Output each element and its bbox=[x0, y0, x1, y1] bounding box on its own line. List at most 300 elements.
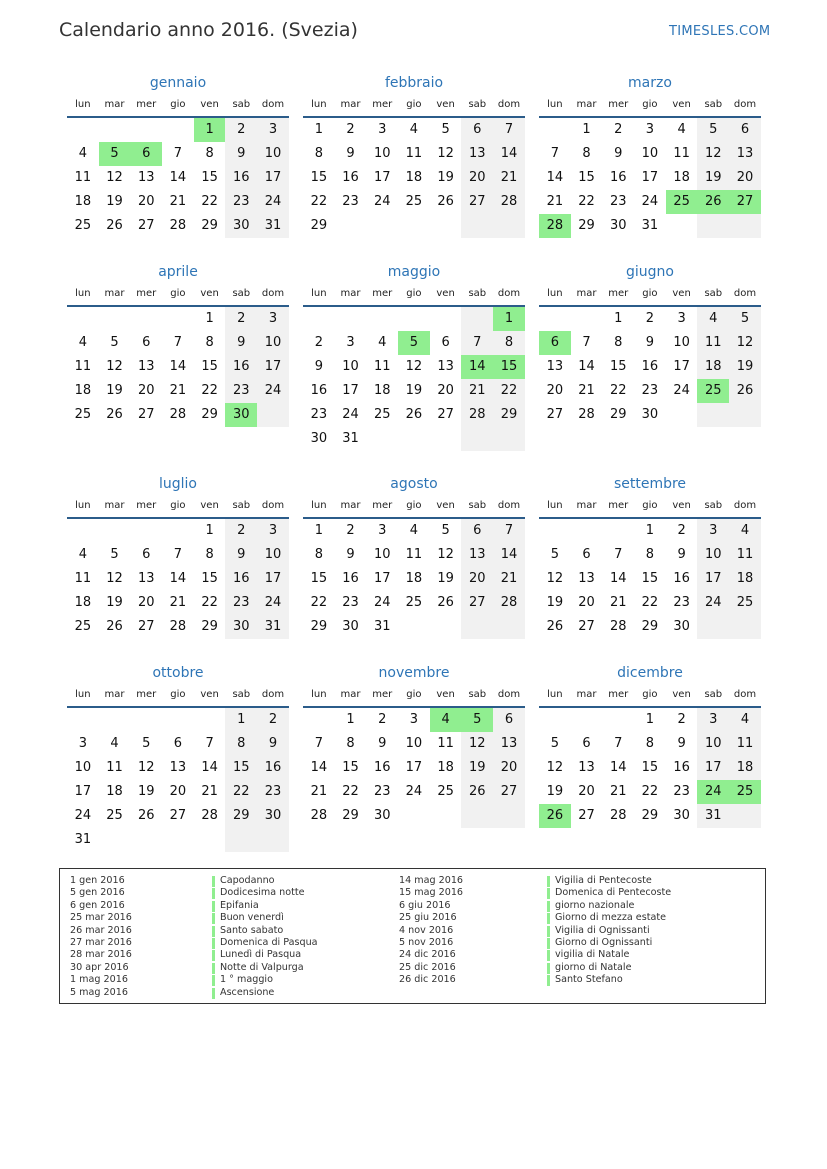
day-cell: 7 bbox=[550, 146, 559, 161]
day-cell: 30 bbox=[641, 407, 659, 422]
day-cell: 7 bbox=[582, 335, 591, 350]
day-cell: 8 bbox=[314, 146, 323, 161]
legend-date: 27 mar 2016 bbox=[70, 936, 132, 948]
day-cell: 12 bbox=[437, 547, 454, 562]
legend-entry bbox=[212, 949, 318, 961]
day-cell: 24 bbox=[405, 784, 423, 799]
day-cell: 17 bbox=[697, 756, 729, 780]
day-cell: 6 bbox=[173, 736, 183, 751]
day-grid bbox=[67, 519, 289, 639]
day-cell: 27 bbox=[137, 218, 155, 233]
weekday-header bbox=[303, 499, 525, 519]
day-grid bbox=[303, 708, 525, 828]
day-cell: 24 bbox=[373, 194, 391, 209]
day-cell: 8 bbox=[225, 732, 257, 756]
day-cell: 5 bbox=[441, 523, 450, 538]
day-cell: 7 bbox=[614, 736, 623, 751]
day-cell: 10 bbox=[257, 142, 289, 166]
weekday-label: mer bbox=[136, 689, 157, 700]
legend-entry bbox=[212, 974, 318, 986]
holiday-color-marker bbox=[212, 963, 215, 974]
day-cell: 31 bbox=[641, 218, 659, 233]
holiday-color-marker bbox=[212, 938, 215, 949]
weekday-label: dom bbox=[261, 99, 285, 110]
day-cell: 19 bbox=[437, 170, 454, 185]
day-cell: 14 bbox=[493, 142, 525, 166]
day-cell: 15 bbox=[225, 756, 257, 780]
weekday-label: gio bbox=[406, 288, 422, 299]
day-cell: 2 bbox=[346, 122, 355, 137]
day-cell: 2 bbox=[225, 307, 257, 331]
weekday-label: ven bbox=[200, 288, 219, 299]
day-cell: 9 bbox=[225, 142, 257, 166]
day-cell: 16 bbox=[225, 355, 257, 379]
weekday-label: mer bbox=[608, 689, 629, 700]
weekday-header bbox=[539, 287, 761, 307]
day-cell: 15 bbox=[201, 359, 218, 374]
day-cell: 27 bbox=[137, 619, 155, 634]
empty-cell bbox=[366, 427, 398, 451]
weekday-label: lun bbox=[547, 99, 563, 110]
weekday-header bbox=[67, 688, 289, 708]
weekday-label: mer bbox=[372, 689, 393, 700]
day-cell: 15 bbox=[342, 760, 359, 775]
empty-cell bbox=[398, 214, 430, 238]
month-gennaio bbox=[67, 73, 289, 238]
day-cell: 19 bbox=[106, 595, 123, 610]
empty-cell bbox=[335, 307, 367, 331]
day-cell: 14 bbox=[310, 760, 328, 775]
weekday-label: gio bbox=[170, 288, 186, 299]
day-cell: 10 bbox=[373, 146, 391, 161]
day-cell: 23 bbox=[641, 383, 659, 398]
day-cell: 13 bbox=[137, 571, 155, 586]
legend-entry bbox=[212, 900, 318, 912]
day-cell: 21 bbox=[609, 595, 627, 610]
day-cell: 6 bbox=[461, 519, 493, 543]
empty-cell bbox=[99, 118, 131, 142]
day-cell: 19 bbox=[546, 595, 564, 610]
day-cell: 19 bbox=[437, 571, 454, 586]
day-cell: 3 bbox=[378, 122, 387, 137]
holiday-color-marker bbox=[212, 950, 215, 961]
month-settembre bbox=[539, 474, 761, 639]
empty-cell bbox=[130, 118, 162, 142]
day-cell: 1 bbox=[645, 712, 655, 727]
empty-cell bbox=[303, 307, 335, 331]
day-cell: 22 bbox=[578, 194, 595, 209]
day-cell: 29 bbox=[201, 218, 218, 233]
day-cell: 31 bbox=[257, 615, 289, 639]
weekday-label: mar bbox=[576, 99, 597, 110]
day-cell: 22 bbox=[201, 383, 218, 398]
day-cell: 7 bbox=[173, 547, 183, 562]
day-cell: 31 bbox=[697, 804, 729, 828]
empty-cell bbox=[398, 615, 430, 639]
day-cell: 12 bbox=[106, 571, 123, 586]
day-cell: 19 bbox=[729, 355, 761, 379]
day-cell: 4 bbox=[697, 307, 729, 331]
day-cell: 16 bbox=[342, 571, 359, 586]
day-cell: 11 bbox=[729, 543, 761, 567]
weekday-label: mar bbox=[576, 689, 597, 700]
day-grid bbox=[539, 519, 761, 639]
day-cell: 23 bbox=[609, 194, 627, 209]
weekday-label: sab bbox=[468, 689, 487, 700]
day-cell: 4 bbox=[78, 146, 87, 161]
day-cell: 12 bbox=[546, 571, 564, 586]
weekday-label: mer bbox=[608, 500, 629, 511]
month-febbraio bbox=[303, 73, 525, 238]
day-cell: 29 bbox=[310, 619, 328, 634]
day-cell: 17 bbox=[74, 784, 92, 799]
day-cell: 17 bbox=[405, 760, 423, 775]
day-cell: 10 bbox=[74, 760, 92, 775]
weekday-label: sab bbox=[704, 500, 723, 511]
day-cell: 1 bbox=[314, 523, 323, 538]
holiday-day: 4 bbox=[430, 708, 462, 732]
holiday-color-marker bbox=[212, 926, 215, 937]
day-cell: 27 bbox=[578, 619, 595, 634]
day-cell: 9 bbox=[614, 146, 623, 161]
legend-entry bbox=[547, 962, 671, 974]
legend-entry bbox=[547, 949, 671, 961]
weekday-label: gio bbox=[170, 99, 186, 110]
day-cell: 7 bbox=[205, 736, 214, 751]
empty-cell bbox=[461, 615, 493, 639]
weekday-label: dom bbox=[497, 689, 521, 700]
day-cell: 26 bbox=[137, 808, 155, 823]
day-cell: 19 bbox=[106, 383, 123, 398]
day-cell: 19 bbox=[697, 166, 729, 190]
month-title: maggio bbox=[387, 264, 441, 280]
day-cell: 7 bbox=[493, 519, 525, 543]
day-cell: 28 bbox=[310, 808, 328, 823]
weekday-label: mar bbox=[576, 500, 597, 511]
day-grid bbox=[539, 708, 761, 828]
holiday-color-marker bbox=[547, 876, 550, 887]
holiday-day: 5 bbox=[99, 142, 131, 166]
day-cell: 13 bbox=[546, 359, 564, 374]
day-cell: 10 bbox=[673, 335, 690, 350]
day-cell: 9 bbox=[346, 547, 355, 562]
day-cell: 14 bbox=[201, 760, 218, 775]
day-cell: 4 bbox=[78, 547, 87, 562]
legend-entry bbox=[212, 912, 318, 924]
empty-cell bbox=[539, 708, 571, 732]
weekday-label: mer bbox=[608, 99, 629, 110]
legend-entry bbox=[212, 925, 318, 937]
day-cell: 22 bbox=[493, 379, 525, 403]
legend-holiday-name: Capodanno bbox=[220, 875, 275, 886]
day-cell: 21 bbox=[201, 784, 218, 799]
day-cell: 20 bbox=[461, 166, 493, 190]
weekday-label: ven bbox=[200, 500, 219, 511]
holiday-day: 5 bbox=[398, 331, 430, 355]
day-cell: 28 bbox=[169, 407, 187, 422]
month-maggio bbox=[303, 262, 525, 451]
month-title: novembre bbox=[378, 665, 450, 681]
day-grid bbox=[67, 708, 289, 852]
empty-cell bbox=[571, 307, 603, 331]
weekday-label: ven bbox=[436, 288, 455, 299]
day-cell: 1 bbox=[314, 122, 323, 137]
day-cell: 2 bbox=[346, 523, 355, 538]
day-cell: 21 bbox=[493, 166, 525, 190]
day-cell: 6 bbox=[142, 547, 151, 562]
legend-date: 26 mar 2016 bbox=[70, 924, 132, 936]
day-cell: 23 bbox=[257, 780, 289, 804]
day-cell: 5 bbox=[110, 547, 119, 562]
weekday-label: ven bbox=[436, 99, 455, 110]
empty-cell bbox=[67, 118, 99, 142]
day-cell: 18 bbox=[729, 567, 761, 591]
empty-cell bbox=[162, 828, 194, 852]
weekday-header bbox=[303, 688, 525, 708]
empty-cell bbox=[539, 118, 571, 142]
day-cell: 18 bbox=[74, 595, 92, 610]
day-cell: 1 bbox=[645, 523, 655, 538]
day-cell: 15 bbox=[310, 170, 328, 185]
day-cell: 15 bbox=[578, 170, 595, 185]
weekday-label: mar bbox=[340, 99, 361, 110]
day-cell: 21 bbox=[578, 383, 595, 398]
day-cell: 8 bbox=[493, 331, 525, 355]
empty-cell bbox=[67, 519, 99, 543]
day-cell: 21 bbox=[310, 784, 328, 799]
day-cell: 15 bbox=[641, 571, 659, 586]
weekday-label: mer bbox=[136, 99, 157, 110]
month-giugno bbox=[539, 262, 761, 427]
day-cell: 24 bbox=[697, 591, 729, 615]
empty-cell bbox=[257, 828, 289, 852]
day-grid bbox=[67, 118, 289, 238]
day-cell: 23 bbox=[225, 591, 257, 615]
day-cell: 1 bbox=[205, 311, 214, 326]
holiday-color-marker bbox=[547, 926, 550, 937]
weekday-label: gio bbox=[406, 500, 422, 511]
site-link[interactable]: TIMESLES.COM bbox=[669, 24, 771, 39]
day-cell: 18 bbox=[673, 170, 690, 185]
day-cell: 16 bbox=[342, 170, 359, 185]
day-cell: 21 bbox=[169, 194, 187, 209]
day-cell: 6 bbox=[461, 118, 493, 142]
day-cell: 2 bbox=[314, 335, 323, 350]
weekday-label: sab bbox=[468, 500, 487, 511]
weekday-label: dom bbox=[733, 288, 757, 299]
day-cell: 11 bbox=[405, 146, 423, 161]
page-title: Calendario anno 2016. (Svezia) bbox=[59, 19, 358, 41]
holiday-color-marker bbox=[212, 876, 215, 887]
empty-cell bbox=[130, 708, 162, 732]
day-cell: 20 bbox=[137, 383, 155, 398]
day-cell: 26 bbox=[437, 595, 454, 610]
day-cell: 26 bbox=[106, 407, 123, 422]
day-cell: 21 bbox=[461, 379, 493, 403]
day-cell: 8 bbox=[346, 736, 355, 751]
day-cell: 16 bbox=[225, 166, 257, 190]
holiday-day: 15 bbox=[493, 355, 525, 379]
legend-date: 15 mag 2016 bbox=[399, 887, 464, 899]
empty-cell bbox=[67, 708, 99, 732]
day-cell: 14 bbox=[578, 359, 595, 374]
day-cell: 12 bbox=[546, 760, 564, 775]
holiday-day: 6 bbox=[130, 142, 162, 166]
holiday-color-marker bbox=[547, 963, 550, 974]
day-cell: 11 bbox=[74, 170, 92, 185]
weekday-label: lun bbox=[311, 99, 327, 110]
day-cell: 9 bbox=[378, 736, 387, 751]
day-cell: 30 bbox=[342, 619, 359, 634]
legend-holiday-name: Lunedì di Pasqua bbox=[220, 949, 302, 961]
legend-holiday-name: Domenica di Pasqua bbox=[220, 936, 318, 948]
day-cell: 25 bbox=[437, 784, 454, 799]
day-cell: 3 bbox=[257, 307, 289, 331]
day-cell: 26 bbox=[461, 780, 493, 804]
day-cell: 11 bbox=[697, 331, 729, 355]
empty-cell bbox=[130, 828, 162, 852]
empty-cell bbox=[130, 307, 162, 331]
day-cell: 17 bbox=[673, 359, 690, 374]
holiday-day: 6 bbox=[539, 331, 571, 355]
empty-cell bbox=[493, 214, 525, 238]
day-cell: 16 bbox=[673, 571, 690, 586]
day-cell: 21 bbox=[609, 784, 627, 799]
day-cell: 25 bbox=[106, 808, 123, 823]
weekday-label: ven bbox=[200, 99, 219, 110]
day-cell: 18 bbox=[74, 194, 92, 209]
day-cell: 20 bbox=[137, 194, 155, 209]
day-cell: 23 bbox=[225, 190, 257, 214]
legend-date: 6 giu 2016 bbox=[399, 899, 451, 911]
day-cell: 17 bbox=[373, 170, 391, 185]
day-cell: 24 bbox=[257, 591, 289, 615]
day-cell: 18 bbox=[106, 784, 123, 799]
day-cell: 12 bbox=[437, 146, 454, 161]
day-cell: 29 bbox=[201, 407, 218, 422]
day-cell: 1 bbox=[225, 708, 257, 732]
day-cell: 15 bbox=[201, 170, 218, 185]
empty-cell bbox=[729, 615, 761, 639]
day-cell: 22 bbox=[201, 194, 218, 209]
day-cell: 9 bbox=[314, 359, 323, 374]
day-cell: 3 bbox=[697, 519, 729, 543]
day-cell: 2 bbox=[225, 118, 257, 142]
weekday-label: mar bbox=[104, 500, 125, 511]
day-cell: 6 bbox=[729, 118, 761, 142]
day-cell: 29 bbox=[641, 808, 659, 823]
day-cell: 22 bbox=[609, 383, 627, 398]
weekday-label: lun bbox=[311, 500, 327, 511]
empty-cell bbox=[461, 804, 493, 828]
day-cell: 28 bbox=[201, 808, 218, 823]
day-cell: 2 bbox=[677, 712, 686, 727]
day-cell: 31 bbox=[342, 431, 359, 446]
day-cell: 7 bbox=[493, 118, 525, 142]
day-cell: 16 bbox=[609, 170, 627, 185]
weekday-header bbox=[67, 499, 289, 519]
day-cell: 1 bbox=[346, 712, 355, 727]
day-cell: 5 bbox=[729, 307, 761, 331]
day-cell: 13 bbox=[437, 359, 454, 374]
day-cell: 22 bbox=[641, 595, 659, 610]
weekday-label: sab bbox=[468, 99, 487, 110]
day-cell: 24 bbox=[342, 407, 359, 422]
legend-holiday-name: Giorno di mezza estate bbox=[555, 912, 667, 924]
weekday-label: dom bbox=[261, 500, 285, 511]
day-cell: 14 bbox=[609, 571, 627, 586]
day-cell: 23 bbox=[373, 784, 391, 799]
weekday-label: gio bbox=[642, 99, 658, 110]
day-cell: 31 bbox=[257, 214, 289, 238]
month-novembre bbox=[303, 663, 525, 828]
day-cell: 11 bbox=[437, 736, 454, 751]
day-cell: 9 bbox=[677, 547, 686, 562]
day-cell: 11 bbox=[729, 732, 761, 756]
day-cell: 8 bbox=[205, 146, 214, 161]
day-cell: 31 bbox=[373, 619, 391, 634]
day-cell: 15 bbox=[310, 571, 328, 586]
weekday-label: mar bbox=[104, 99, 125, 110]
holiday-color-marker bbox=[547, 901, 550, 912]
day-cell: 18 bbox=[729, 756, 761, 780]
empty-cell bbox=[366, 214, 398, 238]
legend-date: 1 gen 2016 bbox=[70, 875, 125, 886]
legend-holiday-name: Vigilia di Ognissanti bbox=[555, 924, 650, 936]
day-cell: 9 bbox=[346, 146, 355, 161]
day-cell: 11 bbox=[74, 571, 92, 586]
day-cell: 8 bbox=[314, 547, 323, 562]
day-cell: 23 bbox=[342, 595, 359, 610]
empty-cell bbox=[539, 519, 571, 543]
day-cell: 27 bbox=[546, 407, 564, 422]
day-cell: 10 bbox=[373, 547, 391, 562]
day-cell: 18 bbox=[405, 170, 423, 185]
holiday-day: 5 bbox=[461, 708, 493, 732]
day-cell: 18 bbox=[74, 383, 92, 398]
weekday-label: lun bbox=[75, 689, 91, 700]
empty-cell bbox=[729, 214, 761, 238]
empty-cell bbox=[162, 307, 194, 331]
weekday-label: dom bbox=[497, 288, 521, 299]
day-cell: 17 bbox=[697, 567, 729, 591]
day-cell: 31 bbox=[74, 832, 92, 847]
empty-cell bbox=[194, 828, 226, 852]
day-cell: 17 bbox=[257, 166, 289, 190]
legend-dates-right bbox=[399, 875, 463, 987]
day-cell: 4 bbox=[409, 122, 419, 137]
day-cell: 12 bbox=[697, 142, 729, 166]
empty-cell bbox=[99, 828, 131, 852]
weekday-label: sab bbox=[468, 288, 487, 299]
day-cell: 4 bbox=[729, 519, 761, 543]
empty-cell bbox=[493, 427, 525, 451]
empty-cell bbox=[99, 708, 131, 732]
day-cell: 13 bbox=[461, 543, 493, 567]
legend-entry bbox=[212, 875, 318, 887]
day-cell: 24 bbox=[257, 379, 289, 403]
day-cell: 12 bbox=[137, 760, 155, 775]
day-cell: 27 bbox=[461, 591, 493, 615]
weekday-label: mar bbox=[340, 288, 361, 299]
day-cell: 4 bbox=[378, 335, 387, 350]
day-cell: 18 bbox=[437, 760, 454, 775]
day-cell: 22 bbox=[310, 194, 328, 209]
day-cell: 1 bbox=[205, 523, 214, 538]
day-cell: 16 bbox=[641, 359, 659, 374]
legend-holiday-name: Dodicesima notte bbox=[220, 887, 305, 899]
month-luglio bbox=[67, 474, 289, 639]
